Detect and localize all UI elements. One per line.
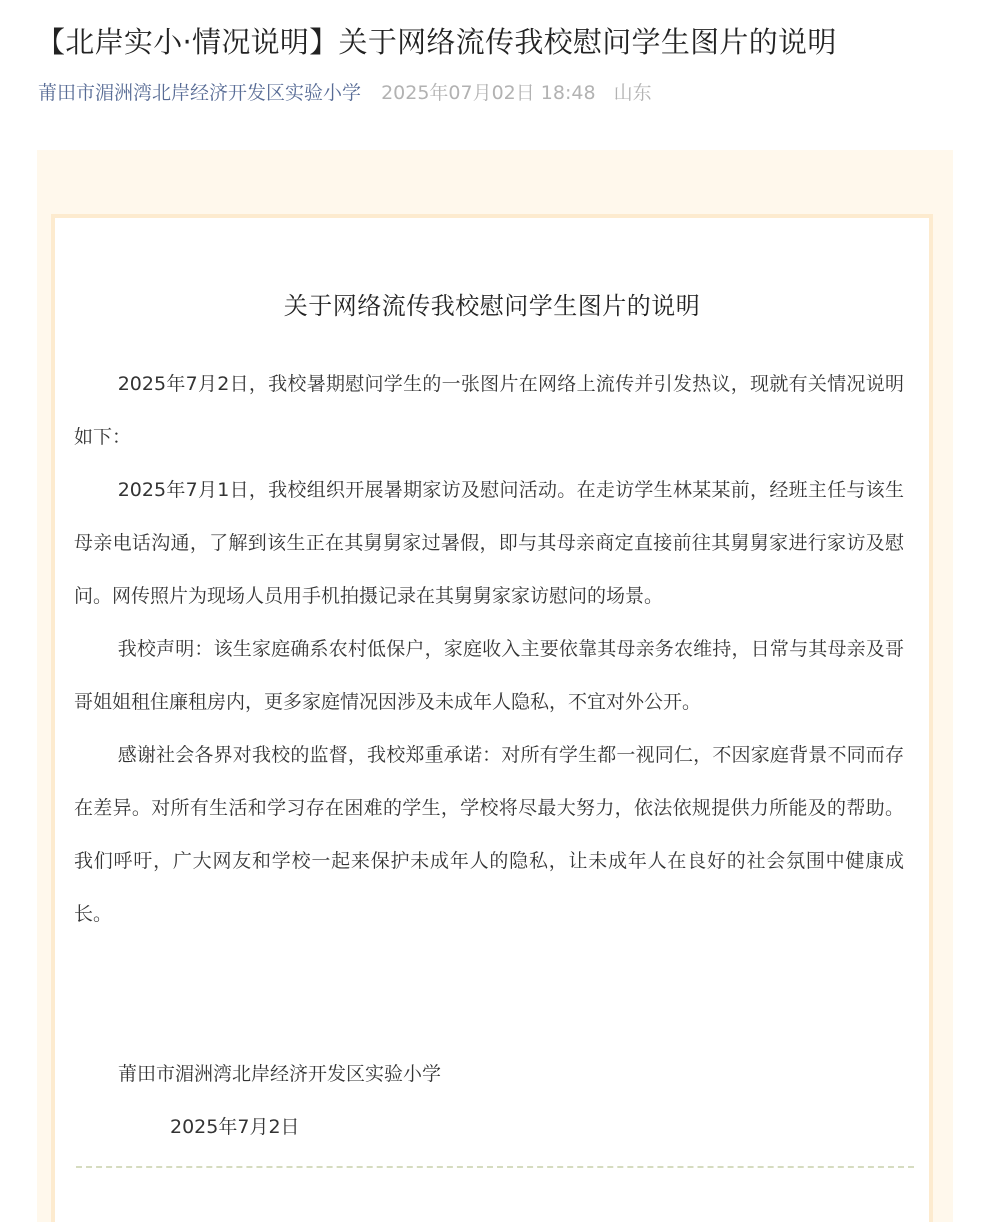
document-body	[74, 358, 904, 941]
article-title: 【北岸实小·情况说明】关于网络流传我校慰问学生图片的说明	[36, 25, 837, 59]
paragraph-3: 我校声明：该生家庭确系农村低保户，家庭收入主要依靠其母亲务农维持，日常与其母亲及哥哥姐姐租住廉租房内，更多家庭情况因涉及未成年人隐私，不宜对外公开。	[74, 638, 904, 713]
signature-school: 莆田市湄洲湾北岸经济开发区实验小学	[118, 1063, 442, 1085]
dashed-divider	[76, 1166, 914, 1168]
article-meta	[38, 80, 652, 106]
paragraph-4: 感谢社会各界对我校的监督，我校郑重承诺：对所有学生都一视同仁，不因家庭背景不同而存在差异。对所有生活和学习存在困难的学生，学校将尽最大努力，依法依规提供力所能及的帮助。我们呼吁，广大网友和学校一起来保护未成年人的隐私，让未成年人在良好的社会氛围中健康成长。	[74, 744, 904, 925]
account-name-link[interactable]: 莆田市湄洲湾北岸经济开发区实验小学	[38, 82, 362, 104]
signature-date: 2025年7月2日	[170, 1116, 300, 1138]
publish-location: 山东	[613, 82, 652, 104]
paragraph-1: 2025年7月2日，我校暑期慰问学生的一张图片在网络上流传并引发热议，现就有关情况说明如下：	[74, 373, 904, 448]
document-title: 关于网络流传我校慰问学生图片的说明	[283, 292, 701, 320]
publish-time: 2025年07月02日 18:48	[381, 82, 596, 104]
paragraph-2: 2025年7月1日，我校组织开展暑期家访及慰问活动。在走访学生林某某前，经班主任与该生母亲电话沟通，了解到该生正在其舅舅家过暑假，即与其母亲商定直接前往其舅舅家进行家访及慰问。网传照片为现场人员用手机拍摄记录在其舅舅家家访慰问的场景。	[74, 479, 904, 607]
